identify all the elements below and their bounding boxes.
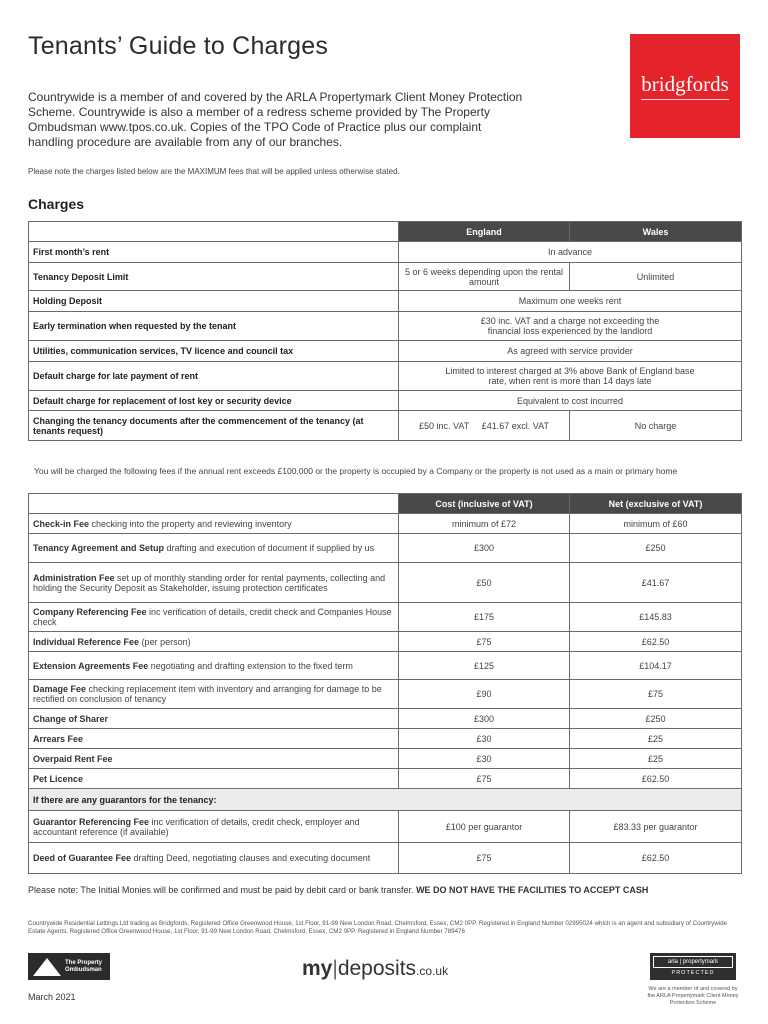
table-row — [29, 652, 742, 680]
net-value: minimum of £60 — [570, 514, 742, 534]
company-info: Countrywide Residential Lettings Ltd trading as Bridgfords, Registered Office Greenwood House, 1st Floor, 91-99 New London Road, Chelmsford, Essex, CM2 0PP. Registered in England Number 02995024 which is an agent and subsidiary of Countrywide Estate Agents, Registered Office Greenwood House, 1st Floor, 91-99 New London Road, Chelmsford, Essex, CM2 0PP. Registered in England Number 789476 — [28, 920, 728, 935]
blank-header — [29, 494, 399, 514]
mydeposits-tld: .co.uk — [416, 964, 449, 978]
table-row — [29, 729, 742, 749]
fee-description — [29, 749, 399, 769]
net-value: £62.50 — [570, 769, 742, 789]
cost-value: £175 — [399, 603, 570, 632]
cost-header: Cost (inclusive of VAT) — [399, 494, 570, 514]
cost-value: £75 — [399, 632, 570, 652]
row-label: Holding Deposit — [29, 291, 399, 312]
england-value — [399, 411, 570, 441]
charges-table — [28, 221, 742, 441]
fee-detail: inc verification of details, credit check, employer and accountant reference (if available) — [33, 816, 360, 837]
net-value: £62.50 — [570, 843, 742, 874]
fee-detail: checking into the property and reviewing inventory — [91, 518, 292, 529]
net-value: £25 — [570, 729, 742, 749]
high-rent-note: You will be charged the following fees if the annual rent exceeds £100,000 or the property is occupied by a Company or the property is not used as a main or primary home — [34, 466, 678, 476]
arla-caption: We are a member of and covered by the ARLA Propertymark Client Money Protection Scheme — [647, 986, 739, 1006]
wales-value: Unlimited — [570, 263, 742, 291]
logo-text: bridgfords — [641, 72, 729, 100]
england-header: England — [399, 222, 570, 242]
row-value: As agreed with service provider — [399, 341, 742, 362]
table-row — [29, 411, 742, 441]
fee-description — [29, 632, 399, 652]
table-row — [29, 563, 742, 603]
document-date: March 2021 — [28, 992, 76, 1002]
table-row — [29, 769, 742, 789]
table-row — [29, 680, 742, 709]
table-row — [29, 291, 742, 312]
fee-detail: checking replacement item with inventory and arranging for damage to be rectified on conclusion of tenancy — [33, 684, 382, 704]
fee-name: Pet Licence — [33, 773, 84, 784]
table-row — [29, 749, 742, 769]
fee-name: Company Referencing Fee — [33, 607, 147, 617]
net-value: £62.50 — [570, 632, 742, 652]
table-header-row — [29, 222, 742, 242]
table-header-row — [29, 494, 742, 514]
inc-vat-value: £50 inc. VAT — [419, 420, 470, 431]
fee-detail: (per person) — [141, 636, 191, 647]
fee-name: Deed of Guarantee Fee — [33, 853, 132, 863]
table-row — [29, 709, 742, 729]
fee-description — [29, 603, 399, 632]
fee-detail: set up of monthly standing order for rental payments, collecting and holding the Security Deposit as Stakeholder, issuing protection certificates — [33, 572, 386, 593]
fee-description — [29, 729, 399, 749]
table-row — [29, 341, 742, 362]
fee-name: Administration Fee — [33, 572, 115, 583]
cost-value: £75 — [399, 769, 570, 789]
table-row — [29, 534, 742, 563]
table-row — [29, 312, 742, 341]
bridgfords-logo — [630, 34, 740, 138]
net-value: £75 — [570, 680, 742, 709]
fee-name: Individual Reference Fee — [33, 636, 140, 647]
fee-description — [29, 514, 399, 534]
maximum-fees-note: Please note the charges listed below are the MAXIMUM fees that will be applied unless otherwise stated. — [28, 167, 400, 176]
fee-name: Change of Sharer — [33, 713, 109, 724]
net-value: £250 — [570, 534, 742, 563]
table-row — [29, 632, 742, 652]
england-value: 5 or 6 weeks depending upon the rental amount — [399, 263, 570, 291]
row-value: In advance — [399, 242, 742, 263]
row-label: Default charge for replacement of lost key or security device — [29, 391, 399, 411]
row-label: Changing the tenancy documents after the commencement of the tenancy (at tenants request) — [29, 411, 399, 441]
fee-detail: drafting Deed, negotiating clauses and executing document — [133, 853, 371, 863]
fee-name: Check-in Fee — [33, 518, 90, 529]
row-value: £30 inc. VAT and a charge not exceeding the financial loss experienced by the landlord — [399, 312, 742, 341]
mydeposits-logo — [302, 957, 448, 981]
row-value: Limited to interest charged at 3% above Bank of England base rate, when rent is more than 14 days late — [399, 362, 742, 391]
table-row — [29, 843, 742, 874]
fee-detail: negotiating and drafting extension to the fixed term — [150, 660, 353, 671]
fee-detail: inc verification of details, credit check and Companies House check — [33, 607, 392, 627]
fee-description — [29, 652, 399, 680]
net-header: Net (exclusive of VAT) — [570, 494, 742, 514]
fee-detail: drafting and execution of document if supplied by us — [166, 543, 375, 553]
row-label: First month’s rent — [29, 242, 399, 263]
ombudsman-line1: The Property — [65, 959, 103, 966]
page-title: Tenants’ Guide to Charges — [28, 32, 329, 60]
fee-name: Tenancy Agreement and Setup — [33, 543, 165, 553]
table-row — [29, 391, 742, 411]
mydeposits-separator: | — [332, 957, 338, 980]
fee-description — [29, 534, 399, 563]
wales-header: Wales — [570, 222, 742, 242]
fee-name: Arrears Fee — [33, 733, 84, 744]
fee-name: Guarantor Referencing Fee — [33, 816, 150, 827]
intro-text: Countrywide is a member of and covered by the ARLA Propertymark Client Money Protection Scheme. Countrywide is also a member of a redress scheme provided by The Property Ombudsman www.tpos.co.uk. Copies of the TPO Code of Practice plus our complaint handling procedure are available from any of our branches. — [28, 90, 523, 149]
fee-description — [29, 769, 399, 789]
fee-name: Overpaid Rent Fee — [33, 753, 113, 764]
table-row — [29, 811, 742, 843]
row-label: Early termination when requested by the tenant — [29, 312, 399, 341]
fee-name: Damage Fee — [33, 684, 87, 694]
cost-value: £50 — [399, 563, 570, 603]
cost-value: £30 — [399, 749, 570, 769]
payment-note — [28, 885, 648, 895]
row-label: Tenancy Deposit Limit — [29, 263, 399, 291]
cost-value: £30 — [399, 729, 570, 749]
row-value: Equivalent to cost incurred — [399, 391, 742, 411]
fee-description — [29, 843, 399, 874]
guarantor-section-label: If there are any guarantors for the tenancy: — [29, 789, 742, 811]
net-value: £104.17 — [570, 652, 742, 680]
row-label: Default charge for late payment of rent — [29, 362, 399, 391]
net-value: £41.67 — [570, 563, 742, 603]
cost-value: £300 — [399, 709, 570, 729]
row-label: Utilities, communication services, TV licence and council tax — [29, 341, 399, 362]
arla-name: arla | propertymark — [653, 956, 733, 968]
fee-description — [29, 563, 399, 603]
net-value: £250 — [570, 709, 742, 729]
mydeposits-word: deposits — [337, 957, 417, 980]
table-row — [29, 242, 742, 263]
cost-value: £90 — [399, 680, 570, 709]
excl-vat-value: £41.67 excl. VAT — [481, 420, 549, 431]
table-row — [29, 603, 742, 632]
row-value: Maximum one weeks rent — [399, 291, 742, 312]
cost-value: £300 — [399, 534, 570, 563]
table-row — [29, 263, 742, 291]
property-ombudsman-logo — [28, 953, 110, 980]
fee-description — [29, 680, 399, 709]
ombudsman-triangle-icon — [33, 958, 61, 976]
table-row — [29, 514, 742, 534]
fee-description — [29, 709, 399, 729]
charges-heading: Charges — [28, 196, 85, 212]
no-cash-note: WE DO NOT HAVE THE FACILITIES TO ACCEPT CASH — [416, 885, 649, 895]
mydeposits-my: my — [302, 957, 333, 980]
cost-value: £75 — [399, 843, 570, 874]
fee-description — [29, 811, 399, 843]
guarantor-section-row — [29, 789, 742, 811]
cost-value: £100 per guarantor — [399, 811, 570, 843]
fee-name: Extension Agreements Fee — [33, 660, 149, 671]
ombudsman-text — [65, 960, 102, 974]
cost-value: minimum of £72 — [399, 514, 570, 534]
net-value: £145.83 — [570, 603, 742, 632]
table-row — [29, 362, 742, 391]
arla-propertymark-logo — [650, 953, 736, 980]
net-value: £83.33 per guarantor — [570, 811, 742, 843]
blank-header — [29, 222, 399, 242]
net-value: £25 — [570, 749, 742, 769]
payment-note-text: Please note: The Initial Monies will be confirmed and must be paid by debit card or bank transfer. — [28, 885, 414, 895]
cost-value: £125 — [399, 652, 570, 680]
wales-value: No charge — [570, 411, 742, 441]
ombudsman-line2: Ombudsman — [65, 966, 102, 973]
arla-protected: PROTECTED — [671, 970, 715, 976]
fees-table — [28, 493, 742, 874]
